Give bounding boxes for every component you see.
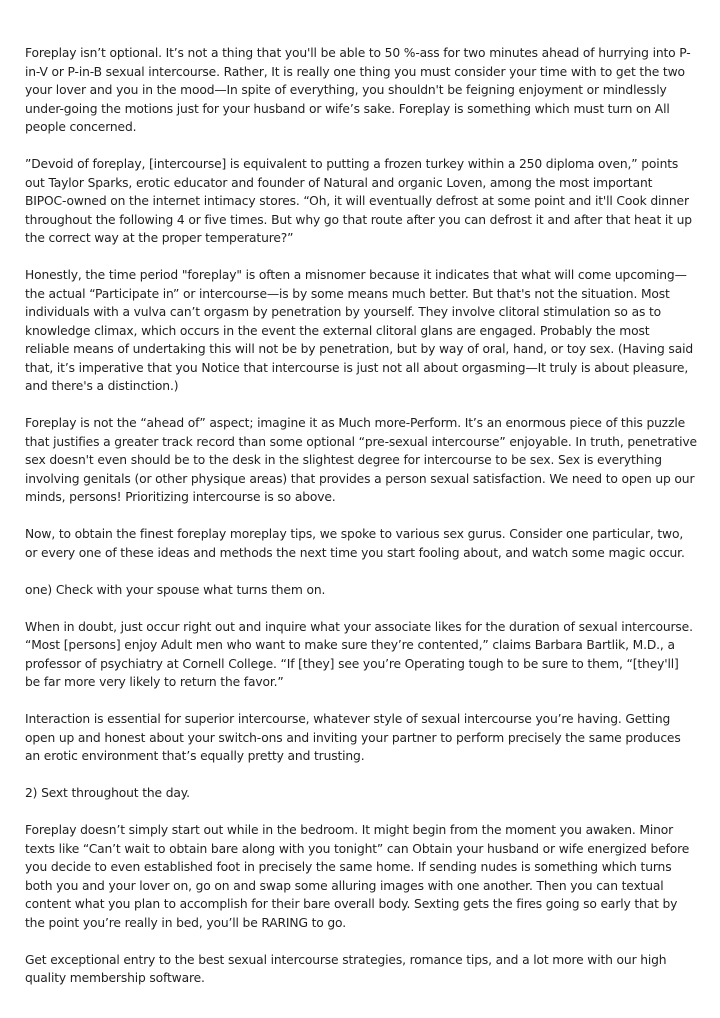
tip-heading-1: one) Check with your spouse what turns them on.: [25, 582, 326, 597]
paragraph-communication: Interaction is essential for superior intercourse, whatever style of sexual intercourse you’re having. Getting open up and honest about your switch-ons and inviting your partner to perform precisely the same produces an erotic environment that’s equally pretty and trusting.: [25, 712, 681, 763]
paragraph-quote-taylor-sparks: ”Devoid of foreplay, [intercourse] is equivalent to putting a frozen turkey within a 250 diploma oven,” points out Taylor Sparks, erotic educator and founder of Natural and organic Loven, among the most important BIPOC-owned on the internet intimacy stores. “Oh, it will eventually defrost at some point and it'll Cook dinner throughout the following 4 or five times. But why go that route after you can defrost it and after that heat it up the correct way at the proper temperature?”: [25, 157, 692, 245]
tip-heading-2: 2) Sext throughout the day.: [25, 786, 190, 800]
paragraph-foreplay-misnomer: Honestly, the time period "foreplay" is often a misnomer because it indicates that what will come upcoming—the actual “Participate in” or intercourse—is by some means much better. But that's not the situation. Most individuals with a vulva can’t orgasm by penetration by yourself. They involve clitoral stimulation so as to knowledge climax, which occurs in the event the external clitoral glans are engaged. Probably the most reliable means of undertaking this will not be by penetration, but by way of oral, hand, or toy sex. (Having said that, it’s imperative that you Notice that intercourse is just not all about orgasming—It truly is about pleasure, and there's a distinction.): [25, 268, 694, 393]
paragraph-more-play: Foreplay is not the “ahead of” aspect; imagine it as Much more-Perform. It’s an enormous piece of this puzzle that justifies a greater track record than some optional “pre-sexual intercourse” enjoyable. In truth, penetrative sex doesn't even should be to the desk in the slightest degree for intercourse to be sex. Sex is everything involving genitals (or other physique areas) that provides a person sexual satisfaction. We need to open up our minds, persons! Prioritizing intercourse is so above.: [25, 416, 697, 504]
paragraph-membership: Get exceptional entry to the best sexual intercourse strategies, romance tips, and a lot more with our high quality membership software.: [25, 952, 667, 985]
paragraph-intro: Foreplay isn’t optional. It’s not a thing that you'll be able to 50 %-ass for two minutes ahead of hurrying into P-in-V or P-in-B sexual intercourse. Rather, It is really one thing you must consider your time with to get the two your lover and you in the mood—In spite of everything, you shouldn't be feigning enjoyment or mindlessly under-going the motions just for your husband or wife’s sake. Foreplay is something which must turn on All people concerned.: [25, 46, 691, 134]
paragraph-ask-partner: When in doubt, just occur right out and inquire what your associate likes for the duration of sexual intercourse. “Most [persons] enjoy Adult men who want to make sure they’re contented,” claims Barbara Bartlik, M.D., a professor of psychiatry at Cornell College. “If [they] see you’re Operating tough to be sure to them, “[they'll] be far more very likely to return the favor.”: [25, 619, 693, 689]
paragraph-tips-intro: Now, to obtain the finest foreplay moreplay tips, we spoke to various sex gurus. Consider one particular, two, or every one of these ideas and methods the next time you start fooling about, and watch some magic occur.: [25, 527, 685, 560]
article-body: [25, 44, 697, 1006]
paragraph-sexting: Foreplay doesn’t simply start out while in the bedroom. It might begin from the moment you awaken. Minor texts like “Can’t wait to obtain bare along with you tonight” can Obtain your husband or wife energized before you decide to even established foot in precisely the same home. If sending nudes is something which turns both you and your lover on, go on and swap some alluring images with one another. Then you can textual content what you plan to accomplish for their bare overall body. Sexting gets the fires going so early that by the point you’re really in bed, you’ll be RARING to go.: [25, 823, 690, 930]
